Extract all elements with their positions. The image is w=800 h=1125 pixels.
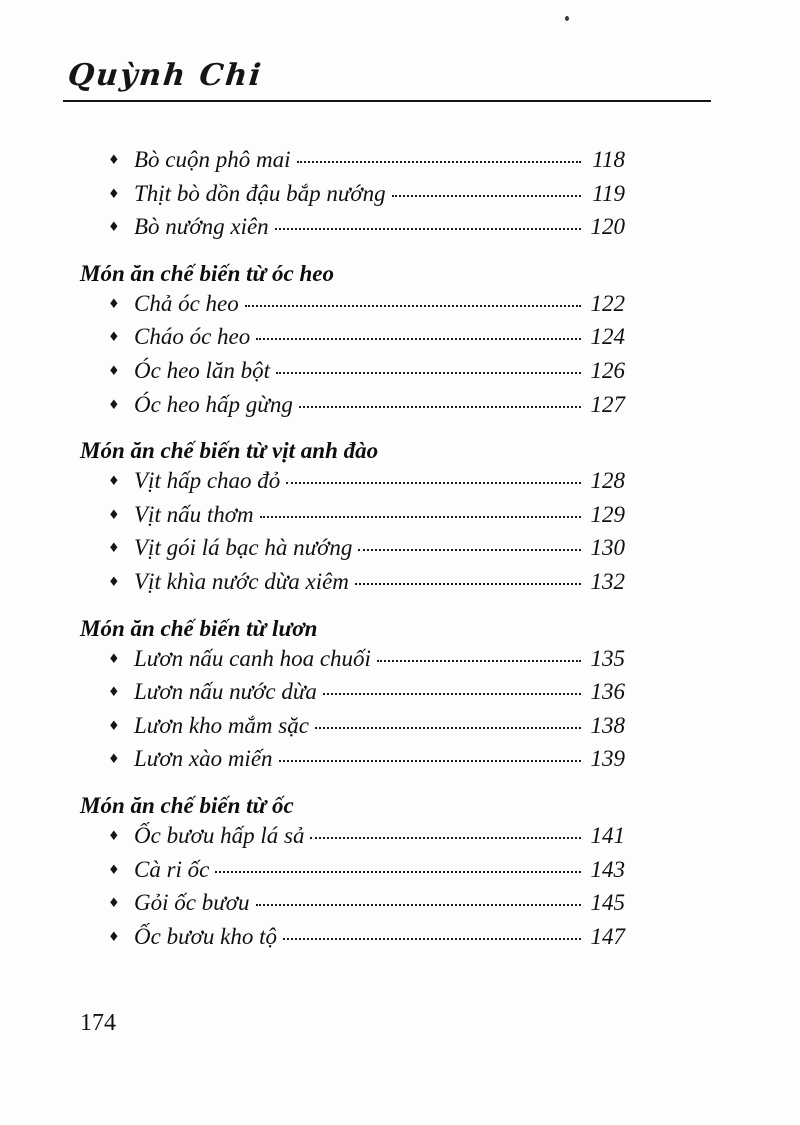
toc-item-title: Vịt khìa nước dừa xiêm: [134, 568, 349, 594]
toc-item: [80, 924, 625, 958]
diamond-bullet-icon: ♦: [108, 330, 120, 346]
toc-item: [80, 890, 625, 924]
dot-leader: [279, 760, 581, 762]
toc-item-page: 147: [590, 923, 625, 949]
diamond-bullet-icon: ♦: [108, 929, 120, 945]
toc-item-title: Bò cuộn phô mai: [134, 147, 291, 172]
toc-item-title: Chả óc heo: [134, 290, 239, 316]
toc-item: [80, 214, 625, 248]
author-name: Quỳnh Chi: [66, 58, 265, 93]
toc-item-title: Lươn nấu canh hoa chuối: [134, 645, 371, 671]
diamond-bullet-icon: ♦: [108, 685, 120, 701]
dot-leader: [299, 406, 581, 408]
toc-item-page: 139: [590, 746, 625, 772]
toc-item-page: 136: [590, 679, 625, 705]
toc-item: [80, 857, 625, 891]
diamond-bullet-icon: ♦: [108, 574, 120, 590]
toc-item-page: 122: [590, 290, 625, 316]
toc-section-heading: Món ăn chế biến từ lươn: [80, 615, 318, 641]
diamond-bullet-icon: ♦: [108, 828, 120, 844]
toc-item-page: 126: [590, 357, 625, 383]
dot-leader: [276, 372, 581, 374]
toc-item-page: 119: [592, 180, 625, 206]
dot-leader: [256, 338, 581, 340]
toc-item: [80, 679, 625, 713]
toc-item-title: Gỏi ốc bươu: [134, 890, 250, 916]
toc-item-title: Lươn nấu nước dừa: [134, 679, 317, 705]
toc-item-page: 132: [590, 568, 625, 594]
toc-item: [80, 291, 625, 325]
toc-section-heading: Món ăn chế biến từ ốc: [80, 792, 294, 818]
toc: [80, 147, 625, 957]
dot-leader: [283, 938, 581, 940]
dot-leader: [358, 549, 581, 551]
toc-item: [80, 823, 625, 857]
toc-item: [80, 358, 625, 392]
dot-leader: [256, 904, 581, 906]
dot-leader: [377, 660, 581, 662]
toc-item-page: 143: [590, 856, 625, 882]
toc-section-heading: Món ăn chế biến từ óc heo: [80, 260, 335, 286]
diamond-bullet-icon: ♦: [108, 397, 120, 413]
toc-item-page: 145: [590, 890, 625, 916]
toc-item: [80, 746, 625, 780]
toc-item-title: Ốc bươu hấp lá sả: [134, 822, 305, 848]
toc-item: [80, 392, 625, 426]
diamond-bullet-icon: ♦: [108, 862, 120, 878]
toc-item-title: Vịt hấp chao đỏ: [134, 468, 281, 494]
page-number: 174: [80, 1010, 116, 1036]
toc-item-page: 128: [590, 468, 625, 494]
scan-speck: [565, 16, 569, 21]
toc-item-title: Óc heo hấp gừng: [134, 391, 293, 417]
toc-item: [80, 646, 625, 680]
dot-leader: [355, 583, 581, 585]
toc-section-heading: Món ăn chế biến từ vịt anh đào: [80, 438, 379, 464]
diamond-bullet-icon: ♦: [108, 541, 120, 557]
toc-item-title: Lươn xào miến: [134, 746, 273, 772]
dot-leader: [315, 727, 581, 729]
dot-leader: [323, 693, 581, 695]
toc-item-title: Cháo óc heo: [134, 324, 251, 350]
toc-item-page: 118: [592, 147, 625, 172]
toc-item: [80, 569, 625, 603]
toc-item: [80, 181, 625, 215]
diamond-bullet-icon: ♦: [108, 296, 120, 312]
toc-item-title: Cà ri ốc: [134, 856, 210, 882]
diamond-bullet-icon: ♦: [108, 752, 120, 768]
diamond-bullet-icon: ♦: [108, 186, 120, 202]
dot-leader: [245, 305, 581, 307]
dot-leader: [215, 871, 581, 873]
toc-item-title: Ốc bươu kho tộ: [134, 923, 277, 949]
toc-item: [80, 535, 625, 569]
toc-item: [80, 147, 625, 181]
diamond-bullet-icon: ♦: [108, 153, 120, 168]
toc-item-title: Bò nướng xiên: [134, 214, 269, 240]
diamond-bullet-icon: ♦: [108, 363, 120, 379]
dot-leader: [310, 837, 581, 839]
dot-leader: [286, 482, 581, 484]
toc-item-page: 141: [590, 822, 625, 848]
toc-item-page: 120: [590, 214, 625, 240]
toc-item-title: Lươn kho mắm sặc: [134, 712, 309, 738]
toc-item-page: 130: [590, 535, 625, 561]
toc-item-title: Óc heo lăn bột: [134, 357, 271, 383]
diamond-bullet-icon: ♦: [108, 474, 120, 490]
header-rule: [63, 100, 711, 102]
diamond-bullet-icon: ♦: [108, 507, 120, 523]
toc-item: [80, 502, 625, 536]
diamond-bullet-icon: ♦: [108, 896, 120, 912]
dot-leader: [297, 161, 581, 163]
dot-leader: [275, 228, 581, 230]
dot-leader: [392, 195, 581, 197]
toc-item-page: 138: [590, 712, 625, 738]
diamond-bullet-icon: ♦: [108, 220, 120, 236]
toc-item: [80, 324, 625, 358]
toc-item-page: 127: [590, 391, 625, 417]
diamond-bullet-icon: ♦: [108, 651, 120, 667]
dot-leader: [260, 516, 581, 518]
toc-item-title: Vịt gói lá bạc hà nướng: [134, 535, 353, 561]
toc-item-page: 129: [590, 501, 625, 527]
toc-item-page: 124: [590, 324, 625, 350]
toc-item-title: Vịt nấu thơm: [134, 501, 254, 527]
toc-item: [80, 713, 625, 747]
toc-item-page: 135: [590, 645, 625, 671]
toc-item: [80, 468, 625, 502]
diamond-bullet-icon: ♦: [108, 718, 120, 734]
toc-item-title: Thịt bò dồn đậu bắp nướng: [134, 180, 386, 206]
